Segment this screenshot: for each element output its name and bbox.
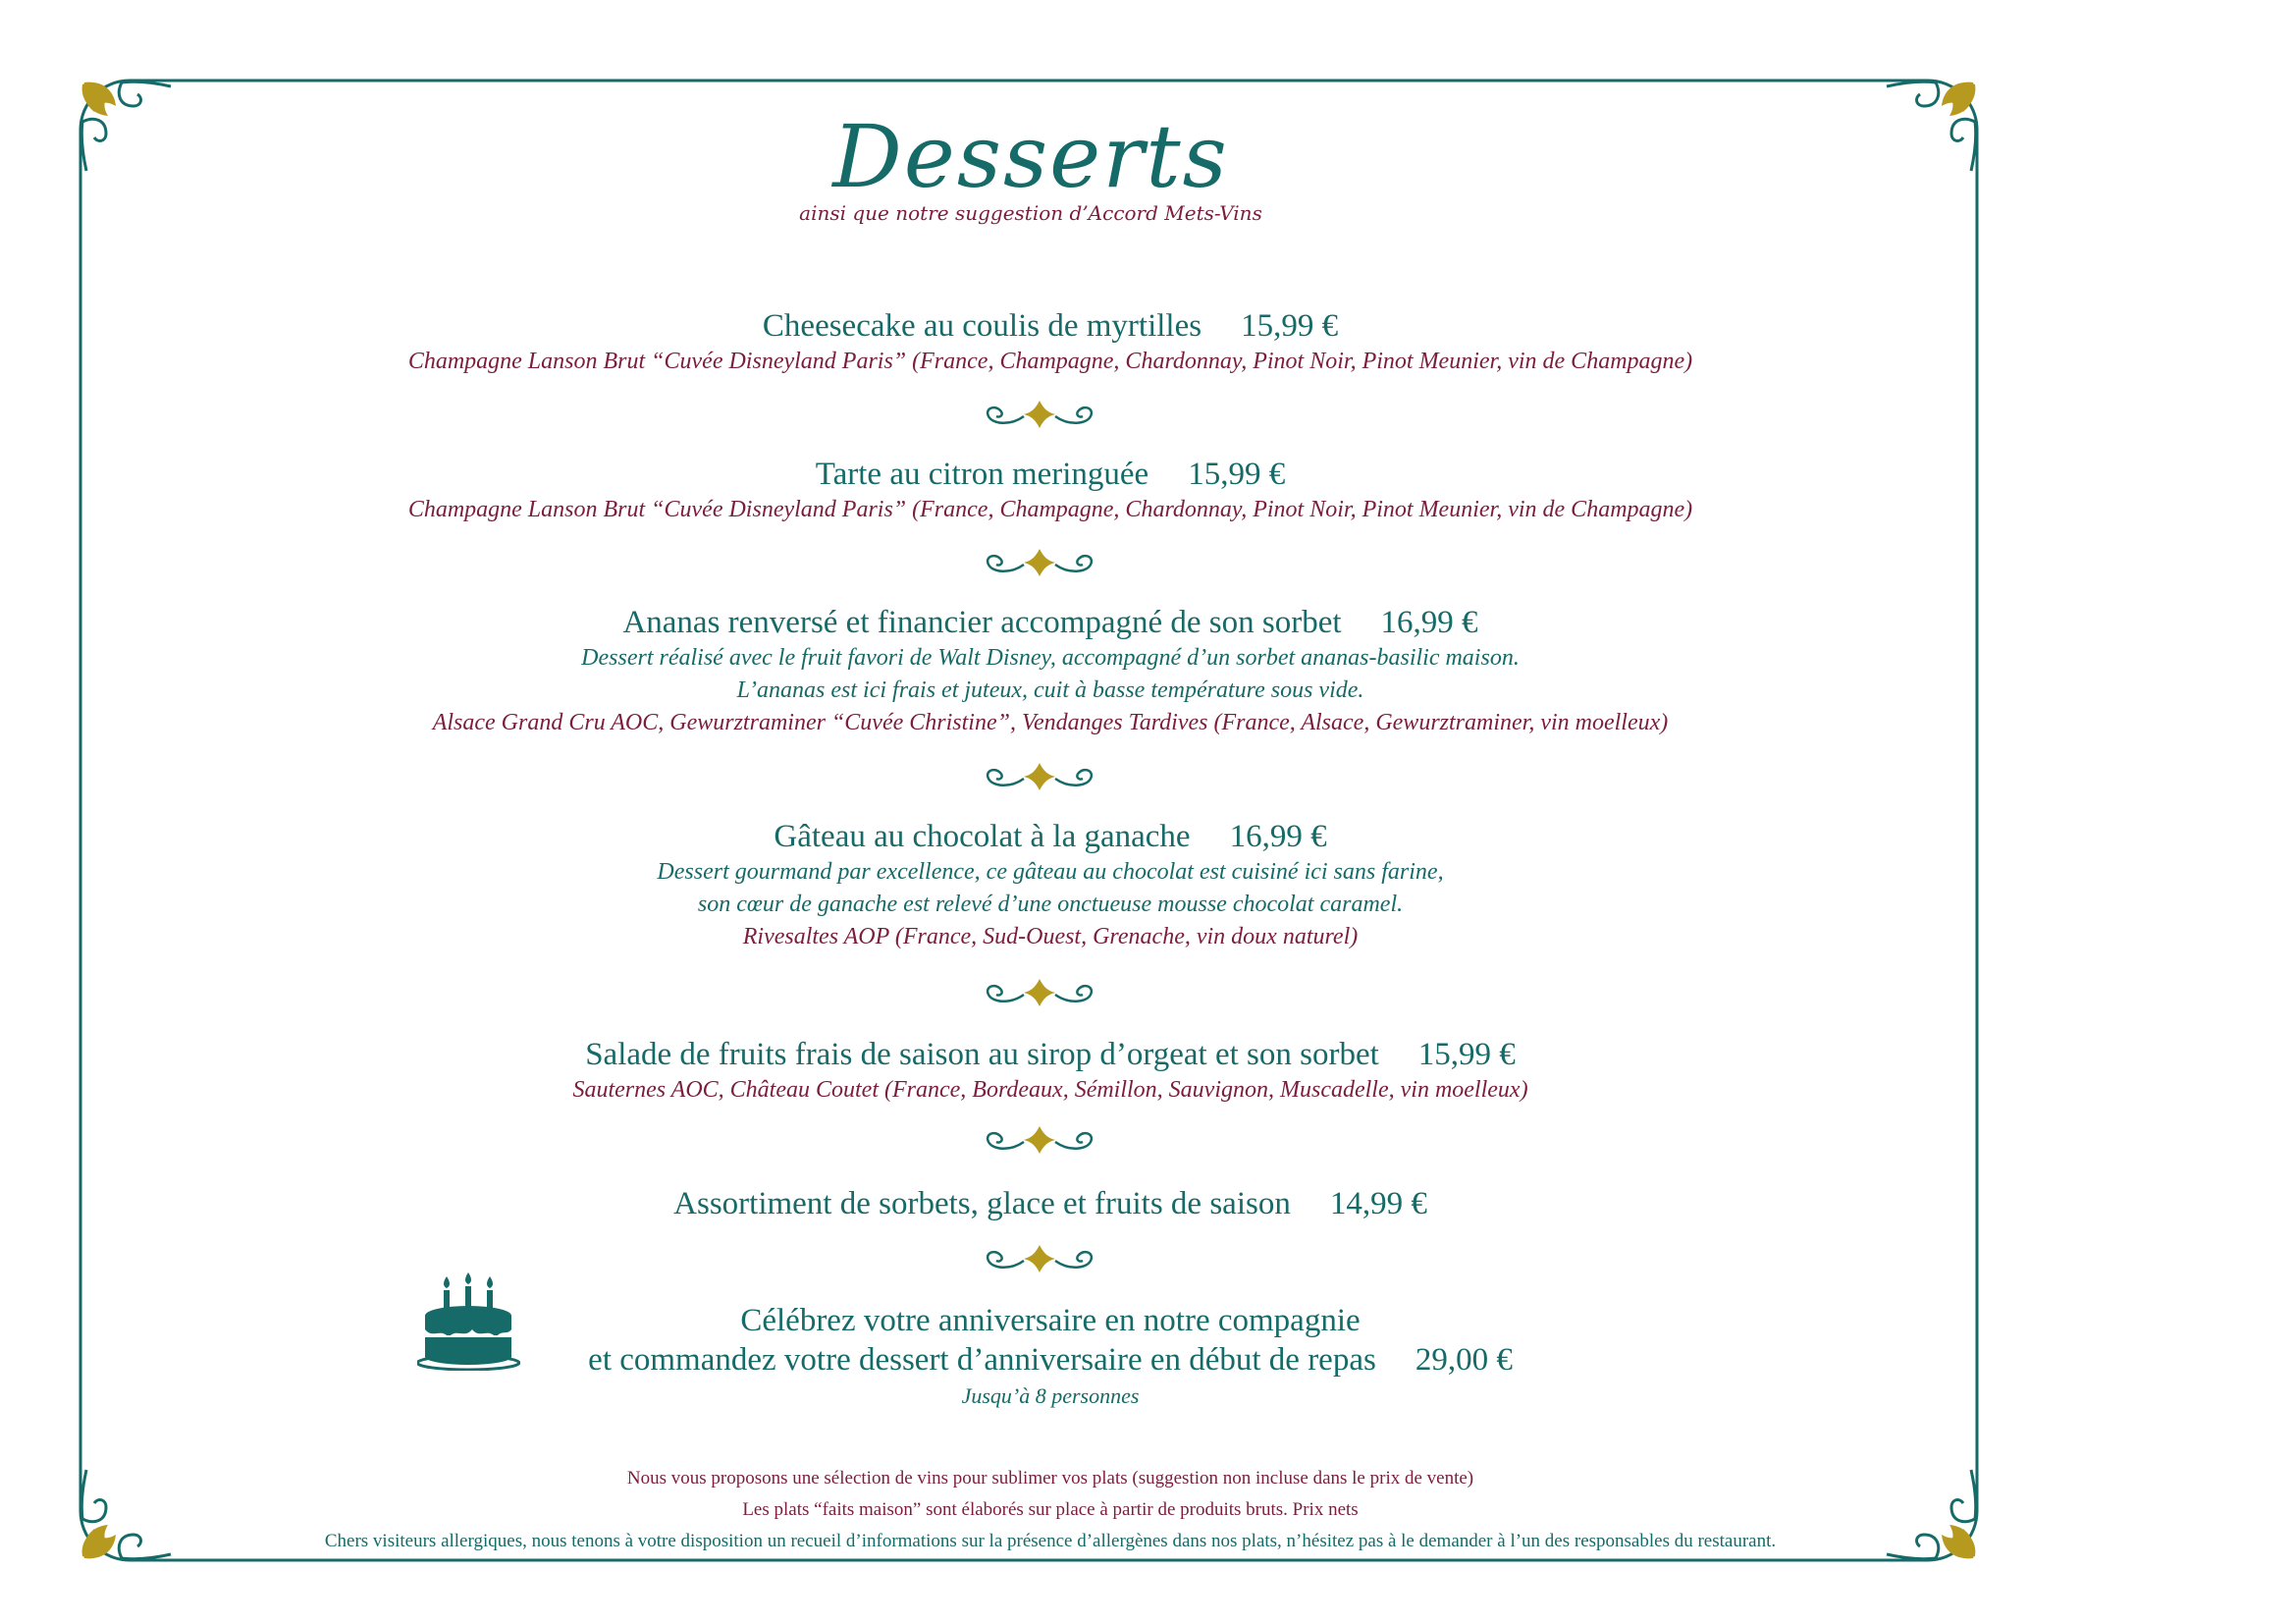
fleur-de-lis-divider-icon (981, 1241, 1098, 1276)
fleur-de-lis-divider-icon (981, 975, 1098, 1010)
dish-name: Salade de fruits frais de saison au sirop d’orgeat et son sorbet (585, 1037, 1379, 1072)
dish-price: 14,99 € (1329, 1186, 1427, 1221)
dish-line (98, 817, 2002, 856)
menu-item (98, 817, 2002, 953)
footer-allergen-note: Chers visiteurs allergiques, nous tenons à votre disposition un recueil d’informations sur la présence d’allergènes dans nos plats, n’hésitez pas à le demander à l’un des responsables du restaurant. (324, 1531, 1777, 1551)
menu-item (98, 1035, 2002, 1107)
dish-line (98, 306, 2002, 346)
menu-item (98, 603, 2002, 739)
dish-line (98, 1035, 2002, 1074)
wine-pairing: Alsace Grand Cru AOC, Gewurztraminer “Cuvée Christine”, Vendanges Tardives (France, Alsace, Gewurztraminer, vin moelleux) (432, 710, 1669, 735)
wine-pairing: Sauternes AOC, Château Coutet (France, Bordeaux, Sémillon, Sauvignon, Muscadelle, vin moelleux) (572, 1077, 1528, 1103)
dish-description: Dessert réalisé avec le fruit favori de Walt Disney, accompagné d’un sorbet ananas-basilic maison. (581, 645, 1520, 671)
dish-price: 16,99 € (1229, 819, 1327, 854)
dish-name: Cheesecake au coulis de myrtilles (762, 308, 1202, 344)
dish-name: Assortiment de sorbets, glace et fruits de saison (673, 1186, 1291, 1221)
birthday-offer (98, 1301, 2002, 1412)
footer-wine-note: Nous vous proposons une sélection de vins pour sublimer vos plats (suggestion non incluse dans le prix de vente) (626, 1468, 1474, 1489)
fleur-de-lis-divider-icon (981, 1122, 1098, 1158)
birthday-note: Jusqu’à 8 personnes (961, 1383, 1140, 1408)
birthday-line-2 (98, 1340, 2002, 1380)
menu-item (98, 306, 2002, 378)
dish-price: 16,99 € (1380, 605, 1478, 640)
menu-item (98, 1184, 2002, 1223)
dish-line (98, 1184, 2002, 1223)
fleur-de-lis-divider-icon (981, 545, 1098, 580)
wine-pairing: Champagne Lanson Brut “Cuvée Disneyland Paris” (France, Champagne, Chardonnay, Pinot Noir, Pinot Meunier, vin de Champagne) (407, 497, 1693, 522)
page-subtitle: ainsi que notre suggestion d’Accord Mets-Vins (799, 201, 1262, 225)
page-title: Desserts (832, 106, 1229, 207)
fleur-de-lis-divider-icon (981, 397, 1098, 432)
menu-footer (98, 1463, 2002, 1557)
footer-homemade-note: Les plats “faits maison” sont élaborés sur place à partir de produits bruts. Prix nets (742, 1499, 1359, 1520)
birthday-text: et commandez votre dessert d’anniversaire en début de repas (588, 1342, 1376, 1378)
dish-price: 15,99 € (1417, 1037, 1516, 1072)
dish-description: Dessert gourmand par excellence, ce gâteau au chocolat est cuisiné ici sans farine, (657, 859, 1444, 885)
dish-price: 15,99 € (1241, 308, 1339, 344)
dish-line (98, 455, 2002, 494)
wine-pairing: Rivesaltes AOP (France, Sud-Ouest, Grenache, vin doux naturel) (742, 924, 1359, 949)
wine-pairing: Champagne Lanson Brut “Cuvée Disneyland Paris” (France, Champagne, Chardonnay, Pinot Noir, Pinot Meunier, vin de Champagne) (407, 349, 1693, 374)
dish-name: Tarte au citron meringuée (815, 457, 1149, 492)
menu-item (98, 455, 2002, 526)
dish-line (98, 603, 2002, 642)
birthday-line-1: Célébrez votre anniversaire en notre compagnie (740, 1303, 1361, 1338)
menu-header (98, 108, 1963, 226)
dish-description: L’ananas est ici frais et juteux, cuit à basse température sous vide. (736, 677, 1364, 703)
dish-name: Ananas renversé et financier accompagné de son sorbet (622, 605, 1342, 640)
fleur-de-lis-divider-icon (981, 759, 1098, 794)
dish-price: 15,99 € (1188, 457, 1286, 492)
dish-name: Gâteau au chocolat à la ganache (774, 819, 1191, 854)
birthday-price: 29,00 € (1415, 1342, 1513, 1378)
dish-description: son cœur de ganache est relevé d’une onctueuse mousse chocolat caramel. (697, 892, 1404, 917)
